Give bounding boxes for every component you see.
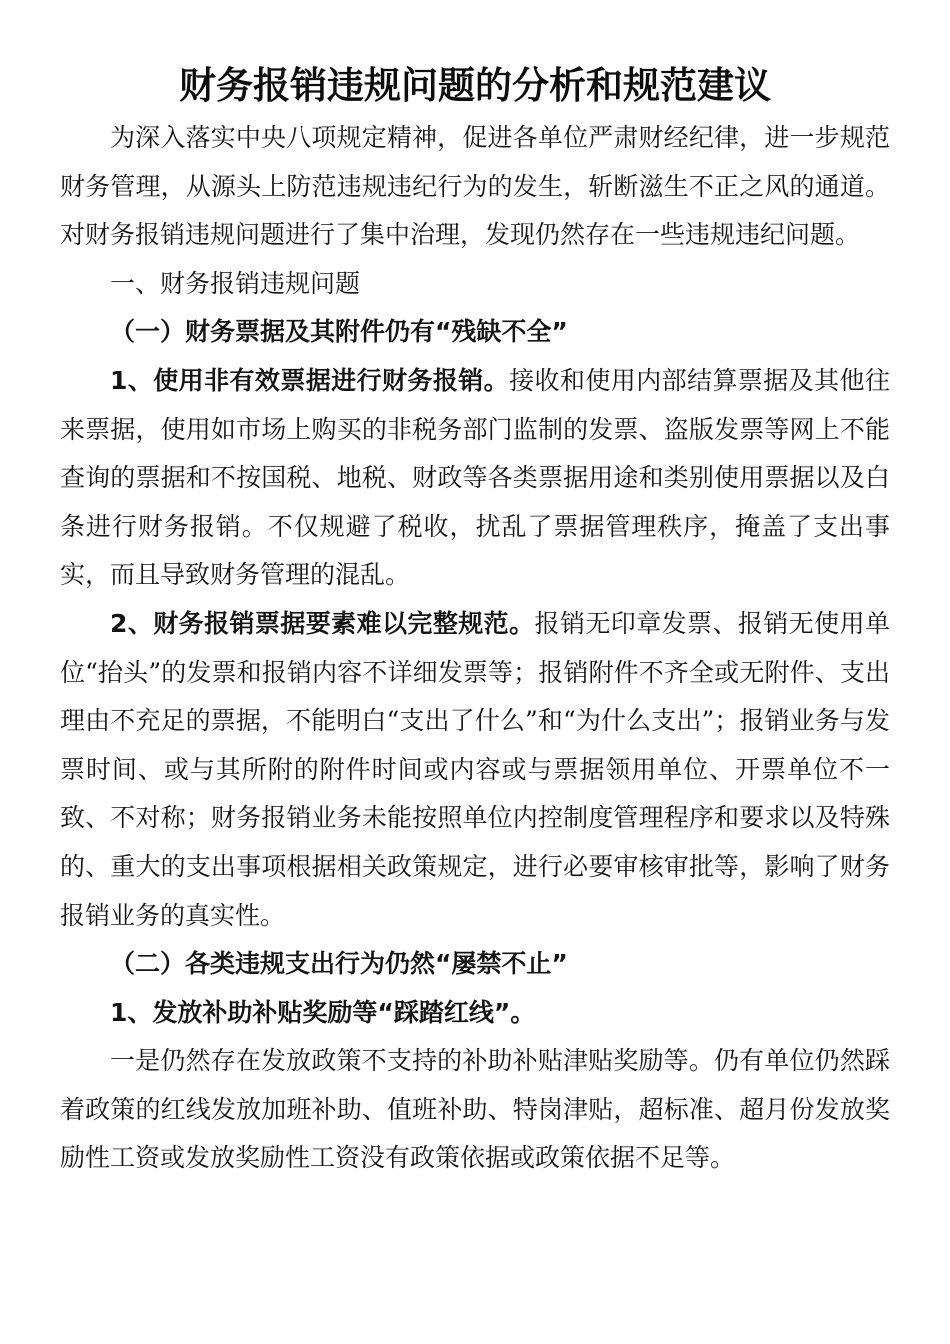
item-lead-1: 1、使用非有效票据进行财务报销。 — [110, 365, 510, 395]
item-paragraph-2 — [60, 600, 890, 940]
document-title: 财务报销违规问题的分析和规范建议 — [179, 64, 771, 107]
subsection-heading-2: （二）各类违规支出行为仍然“屡禁不止” — [110, 949, 568, 979]
item-text-2: 报销无印章发票、报销无使用单位“抬头”的发票和报销内容不详细发票等；报销附件不齐全或无附件、支出理由不充足的票据，不能明白“支出了什么”和“为什么支出”；报销业务与发票时间、或与其所附的附件时间或内容或与票据领用单位、开票单位不一致、不对称；财务报销业务未能按照单位内控制度管理程序和要求以及特殊的、重大的支出事项根据相关政策规定，进行必要审核审批等，影响了财务报销业务的真实性。 — [60, 608, 890, 930]
intro-paragraph: 为深入落实中央八项规定精神，促进各单位严肃财经纪律，进一步规范财务管理，从源头上防范违规违纪行为的发生，斩断滋生不正之风的通道。对财务报销违规问题进行了集中治理，发现仍然存在一些违规违纪问题。 — [60, 123, 890, 250]
subsection-heading-1: （一）财务票据及其附件仍有“残缺不全” — [110, 317, 568, 347]
document-body — [60, 114, 890, 1183]
item-lead-2: 2、财务报销票据要素难以完整规范。 — [110, 608, 535, 638]
item-paragraph-1 — [60, 357, 890, 600]
item-paragraph-3: 一是仍然存在发放政策不支持的补助补贴津贴奖励等。仍有单位仍然踩着政策的红线发放加班补助、值班补助、特岗津贴，超标准、超月份发放奖励性工资或发放奖励性工资没有政策依据或政策依据不足等。 — [60, 1046, 890, 1173]
item-heading-3: 1、发放补助补贴奖励等“踩踏红线”。 — [110, 997, 536, 1027]
item-text-1: 接收和使用内部结算票据及其他往来票据，使用如市场上购买的非税务部门监制的发票、盗版发票等网上不能查询的票据和不按国税、地税、财政等各类票据用途和类别使用票据以及白条进行财务报销。不仅规避了税收，扰乱了票据管理秩序，掩盖了支出事实，而且导致财务管理的混乱。 — [60, 365, 890, 590]
section-heading: 一、财务报销违规问题 — [110, 268, 361, 298]
